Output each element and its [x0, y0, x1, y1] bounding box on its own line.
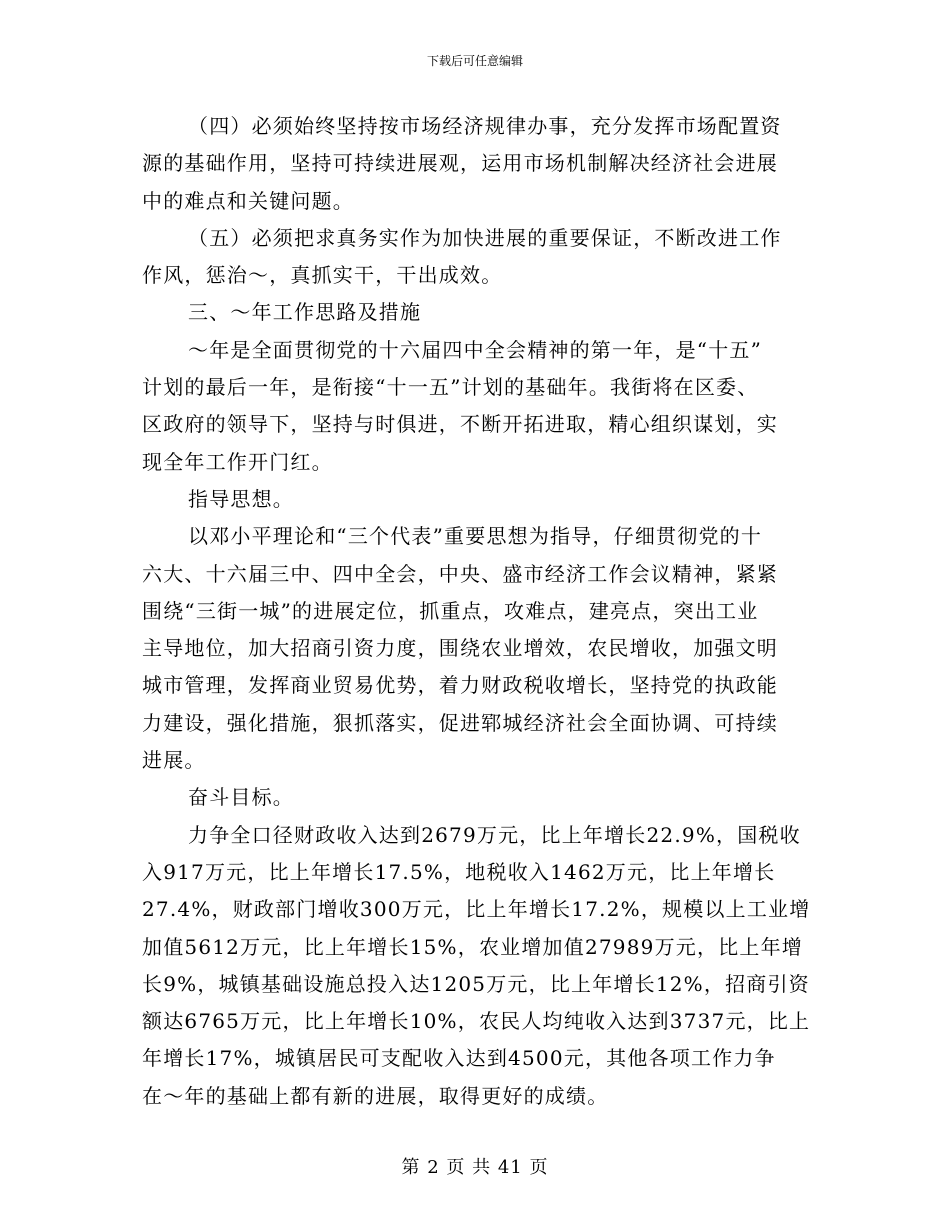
paragraph-line: 力争全口径财政收入达到2679万元，比上年增长22.9%，国税收	[188, 822, 801, 847]
paragraph-line: 现全年工作开门红。	[142, 449, 333, 474]
paragraph-line: 年增长17%，城镇居民可支配收入达到4500元，其他各项工作力争	[142, 1046, 776, 1071]
document-body	[142, 108, 812, 1115]
paragraph-line: 进展。	[142, 748, 206, 773]
subsection-heading: 指导思想。	[188, 486, 294, 511]
page-header-note: 下载后可任意编辑	[426, 54, 523, 68]
page-number-footer: 第 2 页 共 41 页	[401, 1157, 549, 1178]
paragraph-line: 六大、十六届三中、四中全会，中央、盛市经济工作会议精神，紧紧	[142, 561, 778, 586]
section-heading: 三、～年工作思路及措施	[188, 300, 422, 325]
paragraph-line: ～年是全面贯彻党的十六届四中全会精神的第一年，是“十五”	[188, 337, 763, 362]
paragraph-line: 在～年的基础上都有新的进展，取得更好的成绩。	[142, 1083, 609, 1108]
paragraph-line: 主导地位，加大招商引资力度，围绕农业增效，农民增收，加强文明	[142, 636, 778, 661]
paragraph-line: （五）必须把求真务实作为加快进展的重要保证，不断改进工作	[188, 225, 782, 250]
paragraph-line: 城市管理，发挥商业贸易优势，着力财政税收增长，坚持党的执政能	[142, 673, 778, 698]
paragraph-line: 入917万元，比上年增长17.5%，地税收入1462万元，比上年增长	[142, 859, 776, 884]
paragraph-line: （四）必须始终坚持按市场经济规律办事，充分发挥市场配置资	[188, 114, 782, 138]
paragraph-line: 加值5612万元，比上年增长15%，农业增加值27989万元，比上年增	[142, 934, 803, 959]
paragraph-line: 以邓小平理论和“三个代表”重要思想为指导，仔细贯彻党的十	[188, 524, 763, 549]
paragraph-line: 力建设，强化措施，狠抓落实，促进郓城经济社会全面协调、可持续	[142, 710, 778, 735]
paragraph-line: 作风，惩治～，真抓实干，干出成效。	[142, 263, 503, 288]
paragraph-line: 长9%，城镇基础设施总投入达1205万元，比上年增长12%，招商引资	[142, 971, 810, 996]
paragraph-line: 额达6765万元，比上年增长10%，农民人均纯收入达到3737元，比上	[142, 1009, 811, 1034]
paragraph-line: 围绕“三街一城”的进展定位，抓重点，攻难点，建亮点，突出工业	[142, 598, 759, 623]
paragraph-line: 中的难点和关键问题。	[142, 188, 354, 213]
paragraph-line: 区政府的领导下，坚持与时俱进，不断开拓进取，精心组织谋划，实	[142, 412, 778, 437]
subsection-heading: 奋斗目标。	[188, 785, 294, 810]
paragraph-line: 源的基础作用，坚持可持续进展观，运用市场机制解决经济社会进展	[142, 151, 778, 176]
paragraph-line: 计划的最后一年，是衔接“十一五”计划的基础年。我街将在区委、	[142, 375, 759, 400]
paragraph-line: 27.4%，财政部门增收300万元，比上年增长17.2%，规模以上工业增	[142, 897, 811, 922]
